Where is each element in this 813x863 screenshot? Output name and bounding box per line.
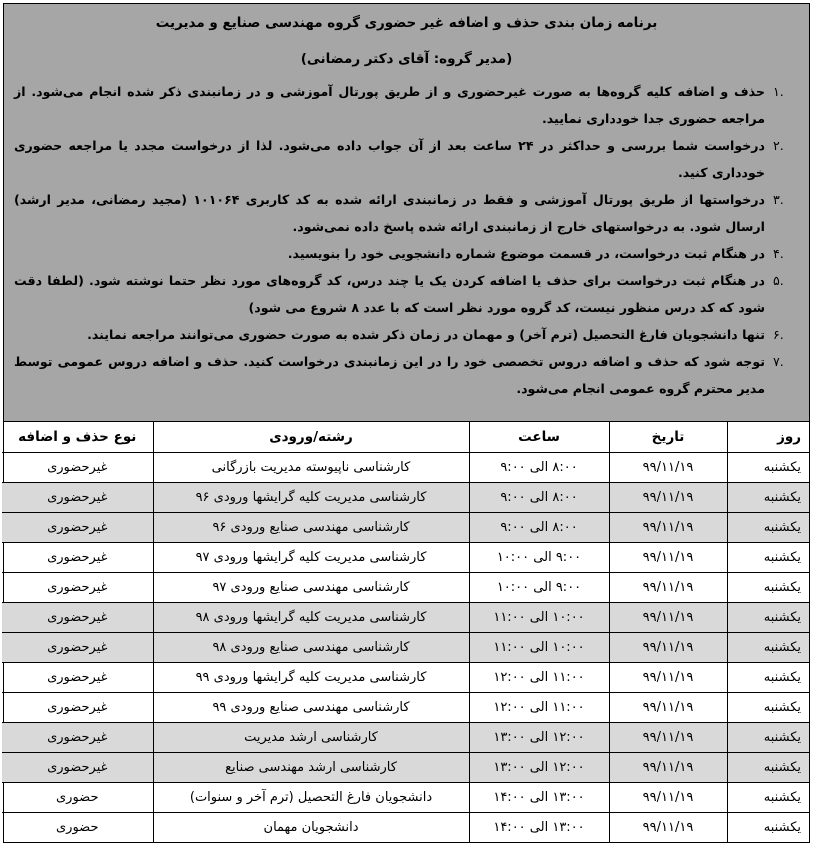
cell-day: یکشنبه: [727, 543, 809, 573]
rule-item: [14, 267, 799, 321]
rules-list: [14, 78, 799, 402]
cell-date: ۹۹/۱۱/۱۹: [609, 453, 727, 483]
cell-day: یکشنبه: [727, 693, 809, 723]
rule-item: [14, 240, 799, 267]
cell-time: ۹:۰۰ الی ۱۰:۰۰: [469, 543, 609, 573]
cell-time: ۱۳:۰۰ الی ۱۴:۰۰: [469, 813, 609, 843]
cell-type: غیرحضوری: [2, 513, 153, 543]
cell-day: یکشنبه: [727, 783, 809, 813]
cell-time: ۱۲:۰۰ الی ۱۳:۰۰: [469, 753, 609, 783]
rule-text: در هنگام ثبت درخواست، در قسمت موضوع شماره دانشجویی خود را بنویسید.: [287, 246, 765, 261]
cell-day: یکشنبه: [727, 723, 809, 753]
cell-date: ۹۹/۱۱/۱۹: [609, 693, 727, 723]
cell-day: یکشنبه: [727, 603, 809, 633]
table-row: [2, 453, 809, 483]
cell-type: غیرحضوری: [2, 663, 153, 693]
cell-date: ۹۹/۱۱/۱۹: [609, 543, 727, 573]
cell-major: کارشناسی مدیریت کلیه گرایشها ورودی ۹۸: [153, 603, 469, 633]
cell-major: دانشجویان فارغ التحصیل (ترم آخر و سنوات): [153, 783, 469, 813]
cell-date: ۹۹/۱۱/۱۹: [609, 483, 727, 513]
cell-type: حضوری: [2, 813, 153, 843]
schedule-document: [3, 3, 810, 843]
cell-date: ۹۹/۱۱/۱۹: [609, 753, 727, 783]
column-header-date: تاریخ: [609, 422, 727, 453]
rule-number: .۶: [773, 327, 784, 342]
cell-day: یکشنبه: [727, 633, 809, 663]
cell-day: یکشنبه: [727, 753, 809, 783]
rule-number: .۱: [773, 84, 784, 99]
cell-day: یکشنبه: [727, 513, 809, 543]
cell-time: ۸:۰۰ الی ۹:۰۰: [469, 453, 609, 483]
cell-time: ۱۱:۰۰ الی ۱۲:۰۰: [469, 693, 609, 723]
column-header-major: رشته/ورودی: [153, 422, 469, 453]
cell-type: غیرحضوری: [2, 753, 153, 783]
cell-major: کارشناسی ارشد مدیریت: [153, 723, 469, 753]
cell-date: ۹۹/۱۱/۱۹: [609, 723, 727, 753]
cell-time: ۱۰:۰۰ الی ۱۱:۰۰: [469, 633, 609, 663]
cell-type: غیرحضوری: [2, 543, 153, 573]
cell-day: یکشنبه: [727, 483, 809, 513]
table-row: [2, 693, 809, 723]
table-row: [2, 663, 809, 693]
cell-date: ۹۹/۱۱/۱۹: [609, 573, 727, 603]
cell-type: غیرحضوری: [2, 573, 153, 603]
table-row: [2, 543, 809, 573]
cell-type: غیرحضوری: [2, 603, 153, 633]
cell-major: کارشناسی مدیریت کلیه گرایشها ورودی ۹۷: [153, 543, 469, 573]
table-row: [2, 483, 809, 513]
rule-item: [14, 132, 799, 186]
rule-text: درخواستها از طریق پورتال آموزشی و فقط در زمانبندی ارائه شده به کد کاربری ۱۰۱۰۶۴ (مجید رمضانی، مدیر ارشد) ارسال شود. به درخواستهای خارج از زمانبندی ارائه شده پاسخ داده نمی‌شود.: [14, 192, 765, 234]
cell-time: ۱۲:۰۰ الی ۱۳:۰۰: [469, 723, 609, 753]
cell-major: کارشناسی مهندسی صنایع ورودی ۹۷: [153, 573, 469, 603]
cell-major: کارشناسی مهندسی صنایع ورودی ۹۶: [153, 513, 469, 543]
rule-text: حذف و اضافه کلیه گروه‌ها به صورت غیرحضوری و از طریق پورتال آموزشی و در زمانبندی ذکر شده انجام می‌شود. از مراجعه حضوری جدا خودداری نمایید.: [14, 84, 765, 126]
table-row: [2, 783, 809, 813]
rule-text: تنها دانشجویان فارغ التحصیل (ترم آخر) و مهمان در زمان ذکر شده به صورت حضوری می‌توانند مراجعه نمایند.: [87, 327, 765, 342]
table-row: [2, 603, 809, 633]
rule-text: درخواست شما بررسی و حداکثر در ۲۴ ساعت بعد از آن جواب داده می‌شود. لذا از درخواست مجدد یا مراجعه حضوری خودداری کنید.: [14, 138, 766, 180]
rule-text: توجه شود که حذف و اضافه دروس تخصصی خود را در این زمانبندی درخواست کنید. حذف و اضافه دروس عمومی توسط مدیر محترم گروه عمومی انجام می‌شود.: [14, 354, 765, 396]
table-row: [2, 813, 809, 843]
cell-major: کارشناسی مهندسی صنایع ورودی ۹۹: [153, 693, 469, 723]
rule-item: [14, 78, 799, 132]
cell-day: یکشنبه: [727, 573, 809, 603]
cell-time: ۹:۰۰ الی ۱۰:۰۰: [469, 573, 609, 603]
rule-number: .۲: [773, 138, 784, 153]
cell-type: غیرحضوری: [2, 693, 153, 723]
cell-time: ۱۱:۰۰ الی ۱۲:۰۰: [469, 663, 609, 693]
cell-type: غیرحضوری: [2, 633, 153, 663]
cell-date: ۹۹/۱۱/۱۹: [609, 783, 727, 813]
rule-item: [14, 321, 799, 348]
table-row: [2, 573, 809, 603]
cell-day: یکشنبه: [727, 813, 809, 843]
cell-type: غیرحضوری: [2, 483, 153, 513]
instructions-panel: [4, 4, 809, 422]
cell-date: ۹۹/۱۱/۱۹: [609, 633, 727, 663]
cell-time: ۸:۰۰ الی ۹:۰۰: [469, 483, 609, 513]
page-title: برنامه زمان بندی حذف و اضافه غیر حضوری گروه مهندسی صنایع و مدیریت: [155, 15, 658, 31]
table-row: [2, 513, 809, 543]
rule-item: [14, 186, 799, 240]
page-subtitle: (مدیر گروه: آقای دکتر رمضانی): [300, 51, 513, 67]
cell-major: دانشجویان مهمان: [153, 813, 469, 843]
cell-major: کارشناسی ارشد مهندسی صنایع: [153, 753, 469, 783]
cell-date: ۹۹/۱۱/۱۹: [609, 513, 727, 543]
schedule-table: [2, 422, 809, 842]
rule-number: .۳: [773, 192, 784, 207]
cell-major: کارشناسی مدیریت کلیه گرایشها ورودی ۹۶: [153, 483, 469, 513]
rule-number: .۴: [773, 246, 784, 261]
cell-time: ۸:۰۰ الی ۹:۰۰: [469, 513, 609, 543]
cell-time: ۱۳:۰۰ الی ۱۴:۰۰: [469, 783, 609, 813]
table-row: [2, 723, 809, 753]
column-header-day: روز: [727, 422, 809, 453]
cell-type: غیرحضوری: [2, 453, 153, 483]
table-row: [2, 753, 809, 783]
rule-number: .۵: [773, 273, 784, 288]
cell-day: یکشنبه: [727, 453, 809, 483]
cell-type: حضوری: [2, 783, 153, 813]
rule-number: .۷: [773, 354, 784, 369]
cell-date: ۹۹/۱۱/۱۹: [609, 663, 727, 693]
cell-major: کارشناسی ناپیوسته مدیریت بازرگانی: [153, 453, 469, 483]
rule-item: [14, 348, 799, 402]
cell-type: غیرحضوری: [2, 723, 153, 753]
cell-date: ۹۹/۱۱/۱۹: [609, 603, 727, 633]
cell-time: ۱۰:۰۰ الی ۱۱:۰۰: [469, 603, 609, 633]
cell-major: کارشناسی مدیریت کلیه گرایشها ورودی ۹۹: [153, 663, 469, 693]
table-header-row: [2, 422, 809, 453]
cell-major: کارشناسی مهندسی صنایع ورودی ۹۸: [153, 633, 469, 663]
column-header-time: ساعت: [469, 422, 609, 453]
column-header-type: نوع حذف و اضافه: [2, 422, 153, 453]
cell-day: یکشنبه: [727, 663, 809, 693]
rule-text: در هنگام ثبت درخواست برای حذف یا اضافه کردن یک یا چند درس، کد گروه‌های مورد نظر حتما نوشته شود. (لطفا دقت شود که کد درس منظور نیست، کد گروه مورد نظر است که با عدد ۸ شروع می شود): [14, 273, 765, 315]
table-row: [2, 633, 809, 663]
cell-date: ۹۹/۱۱/۱۹: [609, 813, 727, 843]
